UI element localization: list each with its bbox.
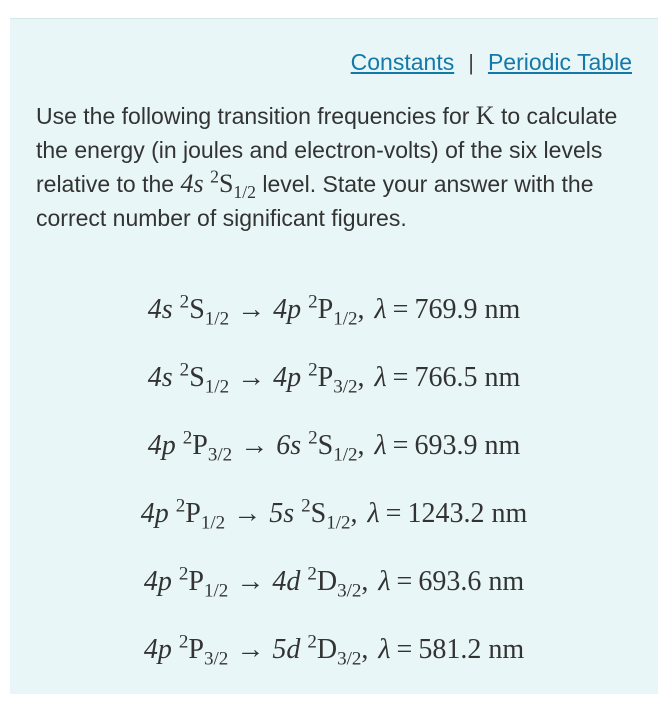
lambda-symbol: λ <box>378 566 391 597</box>
from-orbital: 4p <box>143 634 172 665</box>
from-orbital: 4s <box>147 362 173 393</box>
resource-links <box>351 49 632 76</box>
transition-equation: 4p $^2P_{1/2} \to 4d$ $^2D_{3/2}$, λ = 693.6 nm <box>143 563 525 602</box>
from-orbital: 4p <box>140 498 169 529</box>
element-symbol: K <box>475 101 495 130</box>
to-term: P <box>317 294 334 325</box>
arrow-icon: → <box>240 430 269 461</box>
to-multiplicity: 2 <box>308 427 318 449</box>
to-multiplicity: 2 <box>308 291 318 313</box>
to-orbital: 4p <box>273 362 302 393</box>
to-orbital: 5s <box>269 498 295 529</box>
from-j: 1/2 <box>204 308 230 330</box>
to-multiplicity: 2 <box>307 563 317 585</box>
from-term: P <box>188 634 204 665</box>
lambda-symbol: λ <box>367 498 380 529</box>
equals-sign: = <box>392 294 409 325</box>
from-term: S <box>189 294 205 325</box>
to-orbital: 6s <box>276 430 302 461</box>
wavelength-value: 769.9 nm <box>414 294 521 325</box>
reference-level: 4s $^2S_{1/2}$ <box>180 166 257 203</box>
transition-equation: 4s $^2S_{1/2} \to 4p$ $^2P_{1/2}$, λ = 769.9 nm <box>147 291 521 330</box>
to-j: 1/2 <box>333 444 358 466</box>
prompt-text-3: level. State your answer with the correct number of significant figures. <box>36 171 594 231</box>
prompt-text-2: to calculate the energy (in joules and electron-volts) of the six levels relative to the <box>36 103 618 197</box>
constants-link[interactable]: Constants <box>350 49 455 75</box>
wavelength-value: 693.9 nm <box>414 430 521 461</box>
from-orbital: 4s <box>147 294 173 325</box>
arrow-icon: → <box>237 294 266 325</box>
wavelength-value: 766.5 nm <box>414 362 521 393</box>
wavelength-value: 1243.2 nm <box>407 498 528 529</box>
arrow-icon: → <box>236 634 265 665</box>
to-multiplicity: 2 <box>301 495 311 517</box>
from-j: 1/2 <box>203 580 229 602</box>
from-multiplicity: 2 <box>178 631 189 653</box>
transition-equation: 4p $^2P_{1/2} \to 5s$ $^2S_{1/2}$, λ = 1243.2 nm <box>140 495 528 534</box>
from-j: 1/2 <box>200 512 226 534</box>
to-multiplicity: 2 <box>307 631 317 653</box>
transition-equation: 4s $^2S_{1/2} \to 4p$ $^2P_{3/2}$, λ = 766.5 nm <box>147 359 521 398</box>
arrow-icon: → <box>233 498 262 529</box>
to-j: 3/2 <box>337 580 362 602</box>
to-term: P <box>317 362 334 393</box>
equals-sign: = <box>392 430 409 461</box>
from-multiplicity: 2 <box>175 495 186 517</box>
to-term: S <box>317 430 334 461</box>
to-j: 3/2 <box>337 648 362 670</box>
to-j: 3/2 <box>333 376 358 398</box>
lambda-symbol: λ <box>374 362 387 393</box>
to-j: 1/2 <box>326 512 351 534</box>
problem-prompt <box>36 99 636 235</box>
from-term: P <box>188 566 204 597</box>
problem-panel <box>10 18 658 694</box>
lambda-symbol: λ <box>374 294 387 325</box>
link-separator: | <box>468 49 474 75</box>
from-multiplicity: 2 <box>179 359 190 381</box>
transition-equation: 4p $^2P_{3/2} \to 6s$ $^2S_{1/2}$, λ = 693.9 nm <box>147 427 521 466</box>
equals-sign: = <box>396 566 413 597</box>
arrow-icon: → <box>237 362 266 393</box>
arrow-icon: → <box>236 566 265 597</box>
to-term: D <box>316 634 338 665</box>
periodic-table-link[interactable]: Periodic Table <box>487 49 632 75</box>
to-orbital: 4p <box>273 294 302 325</box>
transition-equation: 4p $^2P_{3/2} \to 5d$ $^2D_{3/2}$, λ = 581.2 nm <box>143 631 525 670</box>
to-j: 1/2 <box>333 308 358 330</box>
equals-sign: = <box>392 362 409 393</box>
equals-sign: = <box>396 634 413 665</box>
from-j: 3/2 <box>203 648 229 670</box>
from-term: P <box>192 430 208 461</box>
from-orbital: 4p <box>147 430 176 461</box>
wavelength-value: 581.2 nm <box>418 634 525 665</box>
prompt-text-1: Use the following transition frequencies for <box>36 103 470 129</box>
to-term: D <box>316 566 338 597</box>
to-term: S <box>310 498 327 529</box>
lambda-symbol: λ <box>374 430 387 461</box>
from-multiplicity: 2 <box>178 563 189 585</box>
from-term: S <box>189 362 205 393</box>
from-multiplicity: 2 <box>179 291 190 313</box>
from-multiplicity: 2 <box>182 427 193 449</box>
from-j: 3/2 <box>207 444 233 466</box>
to-multiplicity: 2 <box>308 359 318 381</box>
to-orbital: 4d <box>272 566 301 597</box>
equals-sign: = <box>385 498 402 529</box>
from-term: P <box>185 498 201 529</box>
from-orbital: 4p <box>143 566 172 597</box>
lambda-symbol: λ <box>378 634 391 665</box>
to-orbital: 5d <box>272 634 301 665</box>
wavelength-value: 693.6 nm <box>418 566 525 597</box>
from-j: 1/2 <box>204 376 230 398</box>
